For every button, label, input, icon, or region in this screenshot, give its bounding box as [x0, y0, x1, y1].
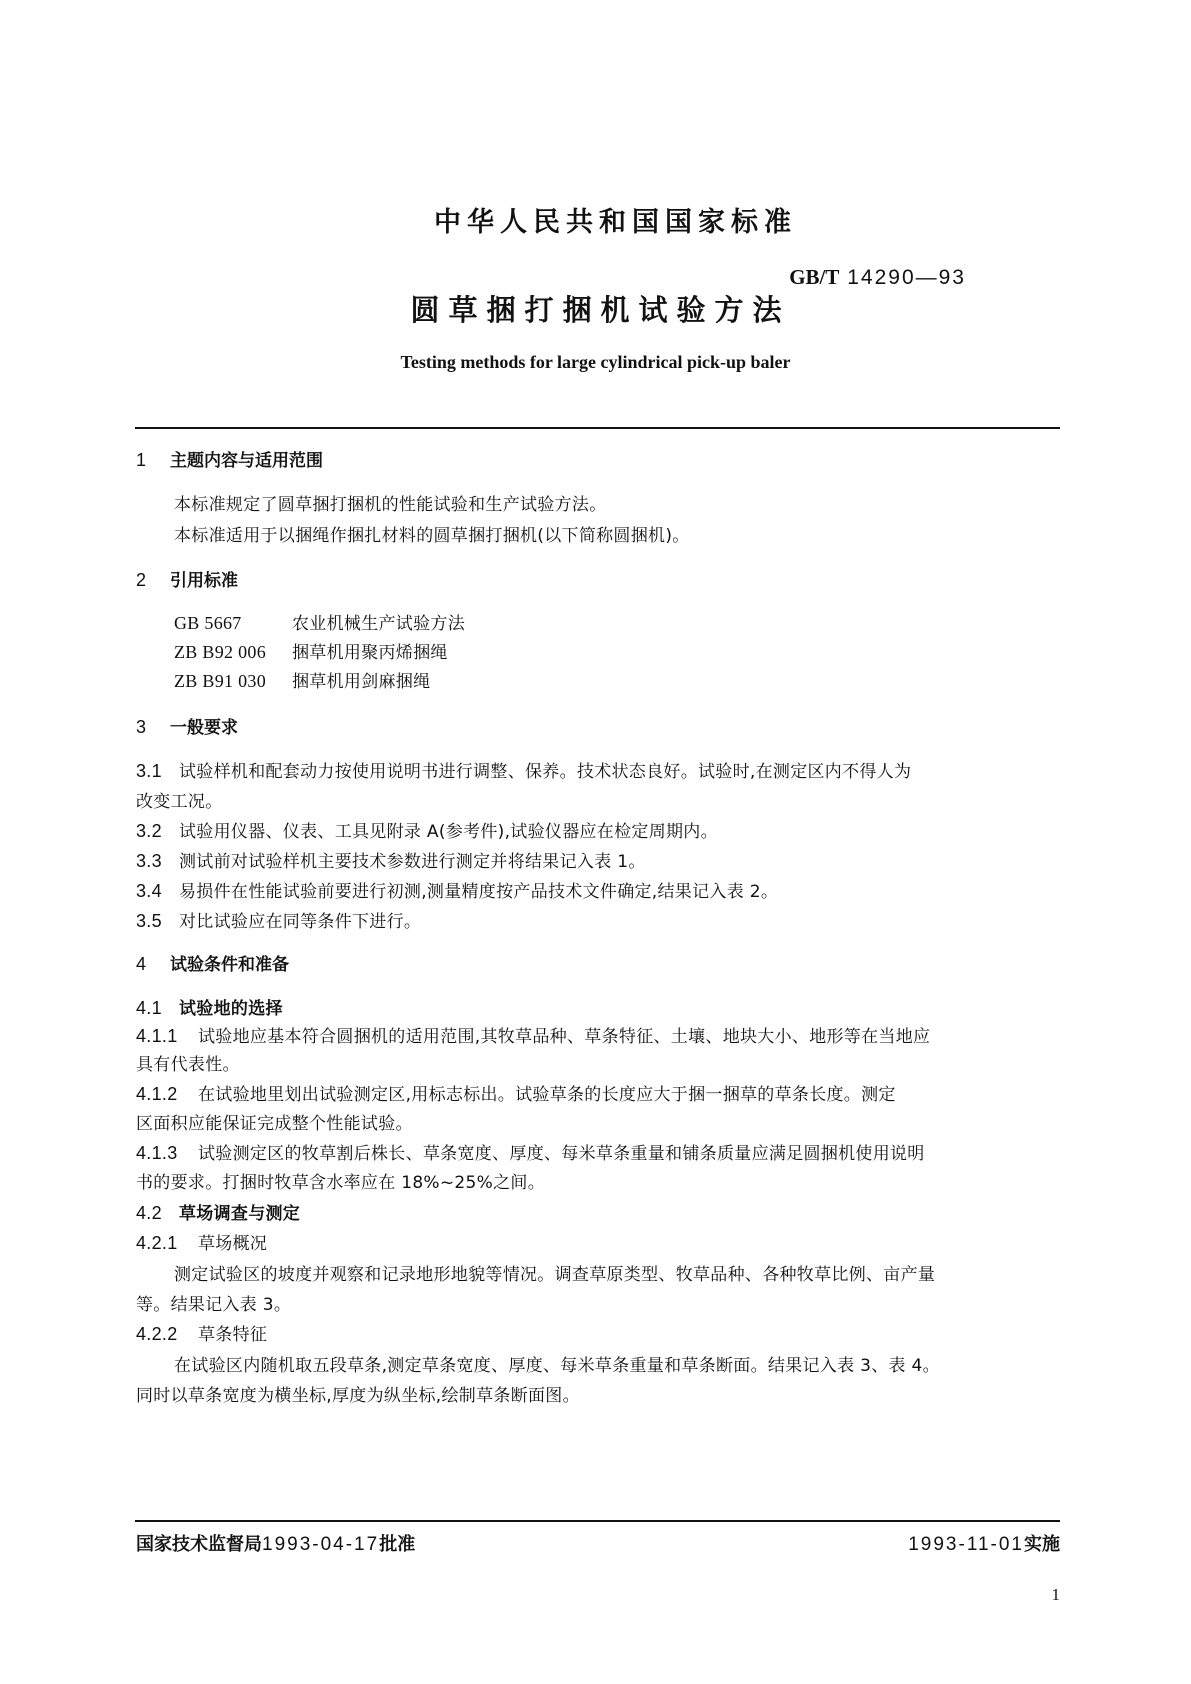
- approval-info: [136, 1530, 415, 1556]
- clause-text: 试验样机和配套动力按使用说明书进行调整、保养。技术状态良好。试验时,在测定区内不得人为: [179, 762, 912, 782]
- section-title: 试验条件和准备: [170, 955, 289, 975]
- section-2-heading: [136, 566, 238, 591]
- clause-text: 在试验地里划出试验测定区,用标志标出。试验草条的长度应大于捆一捆草的草条长度。测定: [198, 1085, 896, 1105]
- clause-3-3: [136, 847, 646, 872]
- clause-text-continued: 具有代表性。: [136, 1055, 240, 1075]
- standard-code: [789, 265, 966, 290]
- clause-number: 3.5: [136, 911, 162, 931]
- section-1-heading: [136, 446, 323, 471]
- section-number: 4: [136, 954, 147, 974]
- section-number: 3: [136, 717, 147, 737]
- clause-4-2-2: [136, 1320, 267, 1345]
- effective-info: [908, 1530, 1060, 1556]
- clause-3-2: [136, 817, 718, 842]
- reference-item: [174, 609, 465, 634]
- section-number: 2: [136, 570, 147, 590]
- paragraph: 在试验区内随机取五段草条,测定草条宽度、厚度、每米草条重量和草条断面。结果记入表 3、表 4。: [174, 1356, 940, 1376]
- section-title: 主题内容与适用范围: [170, 451, 323, 471]
- approver: 国家技术监督局: [136, 1534, 262, 1555]
- standard-category: 中华人民共和国国家标准: [434, 207, 797, 238]
- code-prefix: GB/T: [789, 265, 840, 289]
- effective-label: 实施: [1024, 1534, 1060, 1555]
- clause-4-1-1: [136, 1022, 930, 1047]
- clause-number: 4.2: [136, 1203, 162, 1223]
- clause-text-continued: 等。结果记入表 3。: [136, 1295, 292, 1315]
- paragraph: 本标准规定了圆草捆打捆机的性能试验和生产试验方法。: [174, 495, 607, 515]
- header-rule: [135, 427, 1060, 429]
- clause-number: 4.2.2: [136, 1324, 178, 1344]
- section-number: 1: [136, 450, 147, 470]
- section-3-heading: [136, 713, 238, 738]
- clause-number: 3.1: [136, 761, 162, 781]
- clause-4-2-1: [136, 1229, 267, 1254]
- clause-text-continued: 改变工况。: [136, 792, 223, 812]
- reference-code: ZB B91 030: [174, 671, 267, 691]
- reference-name: 捆草机用剑麻捆绳: [292, 672, 431, 692]
- clause-text: 易损件在性能试验前要进行初测,测量精度按产品技术文件确定,结果记入表 2。: [179, 882, 779, 902]
- reference-code: ZB B92 006: [174, 642, 267, 662]
- clause-number: 4.2.1: [136, 1233, 178, 1253]
- clause-3-4: [136, 877, 778, 902]
- section-title: 一般要求: [170, 718, 238, 738]
- paragraph: 测定试验区的坡度并观察和记录地形地貌等情况。调查草原类型、牧草品种、各种牧草比例、亩产量: [174, 1265, 936, 1285]
- reference-name: 农业机械生产试验方法: [292, 614, 465, 634]
- page-number: 1: [1051, 1585, 1060, 1604]
- clause-text: 试验用仪器、仪表、工具见附录 A(参考件),试验仪器应在检定周期内。: [179, 822, 718, 842]
- clause-3-1: [136, 757, 911, 782]
- clause-text-continued: 同时以草条宽度为横坐标,厚度为纵坐标,绘制草条断面图。: [136, 1386, 580, 1406]
- clause-number: 3.2: [136, 821, 162, 841]
- approval-date: 1993-04-17: [262, 1534, 380, 1555]
- document-title: 圆草捆打捆机试验方法: [410, 293, 791, 327]
- clause-3-5: [136, 907, 421, 932]
- clause-number: 3.3: [136, 851, 162, 871]
- clause-title: 草场调查与测定: [179, 1204, 301, 1224]
- reference-name: 捆草机用聚丙烯捆绳: [292, 643, 448, 663]
- clause-title: 试验地的选择: [179, 999, 283, 1019]
- clause-4-1-3: [136, 1139, 925, 1164]
- section-4-heading: [136, 950, 289, 975]
- paragraph: 本标准适用于以捆绳作捆扎材料的圆草捆打捆机(以下简称圆捆机)。: [174, 526, 690, 546]
- footer-rule: [135, 1520, 1060, 1522]
- approval-label: 批准: [379, 1534, 416, 1555]
- document-title-en: Testing methods for large cylindrical pick-up baler: [400, 352, 791, 372]
- reference-code: GB 5667: [174, 613, 242, 633]
- effective-date: 1993-11-01: [908, 1534, 1024, 1555]
- reference-item: [174, 638, 448, 663]
- clause-number: 4.1.3: [136, 1143, 178, 1163]
- clause-text: 试验测定区的牧草割后株长、草条宽度、厚度、每米草条重量和铺条质量应满足圆捆机使用说明: [198, 1144, 925, 1164]
- clause-4-1-2: [136, 1080, 896, 1105]
- clause-title: 草场概况: [198, 1234, 268, 1254]
- clause-number: 4.1: [136, 998, 162, 1018]
- clause-number: 4.1.2: [136, 1084, 178, 1104]
- clause-number: 3.4: [136, 881, 162, 901]
- reference-item: [174, 667, 430, 692]
- clause-4-1: [136, 994, 283, 1019]
- clause-text: 试验地应基本符合圆捆机的适用范围,其牧草品种、草条特征、土壤、地块大小、地形等在当地应: [198, 1027, 931, 1047]
- clause-text-continued: 书的要求。打捆时牧草含水率应在 18%~25%之间。: [136, 1173, 546, 1193]
- section-title: 引用标准: [170, 571, 238, 591]
- code-number: 14290—93: [847, 266, 966, 289]
- clause-text: 测试前对试验样机主要技术参数进行测定并将结果记入表 1。: [179, 852, 646, 872]
- clause-4-2: [136, 1199, 300, 1224]
- clause-title: 草条特征: [198, 1325, 268, 1345]
- clause-number: 4.1.1: [136, 1026, 178, 1046]
- clause-text-continued: 区面积应能保证完成整个性能试验。: [136, 1114, 413, 1134]
- clause-text: 对比试验应在同等条件下进行。: [179, 912, 422, 932]
